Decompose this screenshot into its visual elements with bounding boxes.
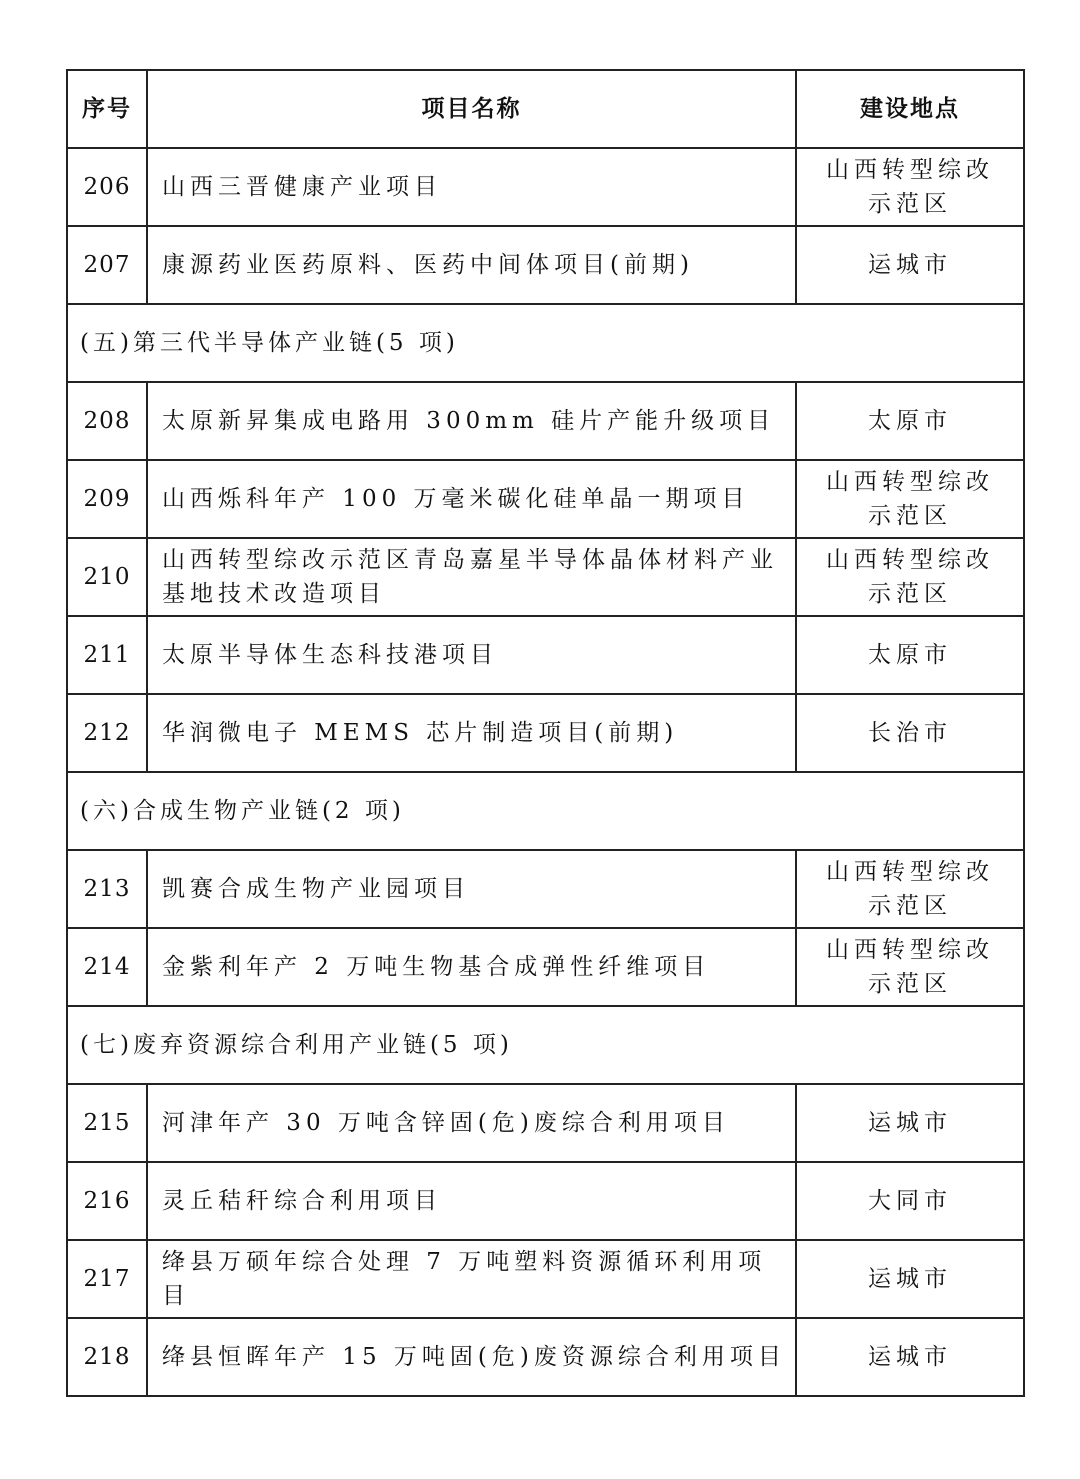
project-location: 运城市 xyxy=(796,226,1024,304)
project-location: 太原市 xyxy=(796,382,1024,460)
section-title: (五)第三代半导体产业链(5 项) xyxy=(67,304,1024,382)
table-row xyxy=(67,1240,1024,1318)
table-row xyxy=(67,928,1024,1006)
row-number: 213 xyxy=(67,850,147,928)
table-row xyxy=(67,1318,1024,1396)
project-location: 太原市 xyxy=(796,616,1024,694)
header-location: 建设地点 xyxy=(796,70,1024,148)
project-location: 大同市 xyxy=(796,1162,1024,1240)
table-row xyxy=(67,538,1024,616)
project-location: 运城市 xyxy=(796,1084,1024,1162)
project-name: 山西烁科年产 100 万毫米碳化硅单晶一期项目 xyxy=(147,460,796,538)
row-number: 217 xyxy=(67,1240,147,1318)
row-number: 209 xyxy=(67,460,147,538)
project-name: 绛县恒晖年产 15 万吨固(危)废资源综合利用项目 xyxy=(147,1318,796,1396)
project-location: 运城市 xyxy=(796,1240,1024,1318)
project-name: 金紫利年产 2 万吨生物基合成弹性纤维项目 xyxy=(147,928,796,1006)
project-name: 灵丘秸秆综合利用项目 xyxy=(147,1162,796,1240)
project-name: 河津年产 30 万吨含锌固(危)废综合利用项目 xyxy=(147,1084,796,1162)
row-number: 208 xyxy=(67,382,147,460)
table-row xyxy=(67,226,1024,304)
table-row xyxy=(67,382,1024,460)
project-location: 山西转型综改示范区 xyxy=(796,850,1024,928)
project-name: 绛县万硕年综合处理 7 万吨塑料资源循环利用项目 xyxy=(147,1240,796,1318)
project-location: 山西转型综改示范区 xyxy=(796,928,1024,1006)
row-number: 216 xyxy=(67,1162,147,1240)
project-name: 太原半导体生态科技港项目 xyxy=(147,616,796,694)
row-number: 215 xyxy=(67,1084,147,1162)
section-title: (七)废弃资源综合利用产业链(5 项) xyxy=(67,1006,1024,1084)
project-name: 华润微电子 MEMS 芯片制造项目(前期) xyxy=(147,694,796,772)
project-location: 山西转型综改示范区 xyxy=(796,538,1024,616)
table-row xyxy=(67,616,1024,694)
table-body xyxy=(67,148,1024,1396)
project-location: 山西转型综改示范区 xyxy=(796,148,1024,226)
table-row xyxy=(67,460,1024,538)
section-row xyxy=(67,1006,1024,1084)
header-no: 序号 xyxy=(67,70,147,148)
project-name: 山西三晋健康产业项目 xyxy=(147,148,796,226)
section-title: (六)合成生物产业链(2 项) xyxy=(67,772,1024,850)
project-name: 康源药业医药原料、医药中间体项目(前期) xyxy=(147,226,796,304)
project-location: 运城市 xyxy=(796,1318,1024,1396)
row-number: 214 xyxy=(67,928,147,1006)
section-row xyxy=(67,304,1024,382)
table-row xyxy=(67,850,1024,928)
row-number: 212 xyxy=(67,694,147,772)
row-number: 211 xyxy=(67,616,147,694)
project-name: 凯赛合成生物产业园项目 xyxy=(147,850,796,928)
table-row xyxy=(67,1162,1024,1240)
section-row xyxy=(67,772,1024,850)
project-table xyxy=(66,69,1025,1397)
row-number: 206 xyxy=(67,148,147,226)
table-header-row xyxy=(67,70,1024,148)
table-row xyxy=(67,694,1024,772)
project-name: 太原新昇集成电路用 300mm 硅片产能升级项目 xyxy=(147,382,796,460)
row-number: 207 xyxy=(67,226,147,304)
project-location: 长治市 xyxy=(796,694,1024,772)
project-location: 山西转型综改示范区 xyxy=(796,460,1024,538)
table-row xyxy=(67,1084,1024,1162)
project-name: 山西转型综改示范区青岛嘉星半导体晶体材料产业基地技术改造项目 xyxy=(147,538,796,616)
row-number: 210 xyxy=(67,538,147,616)
table-row xyxy=(67,148,1024,226)
header-name: 项目名称 xyxy=(147,70,796,148)
row-number: 218 xyxy=(67,1318,147,1396)
